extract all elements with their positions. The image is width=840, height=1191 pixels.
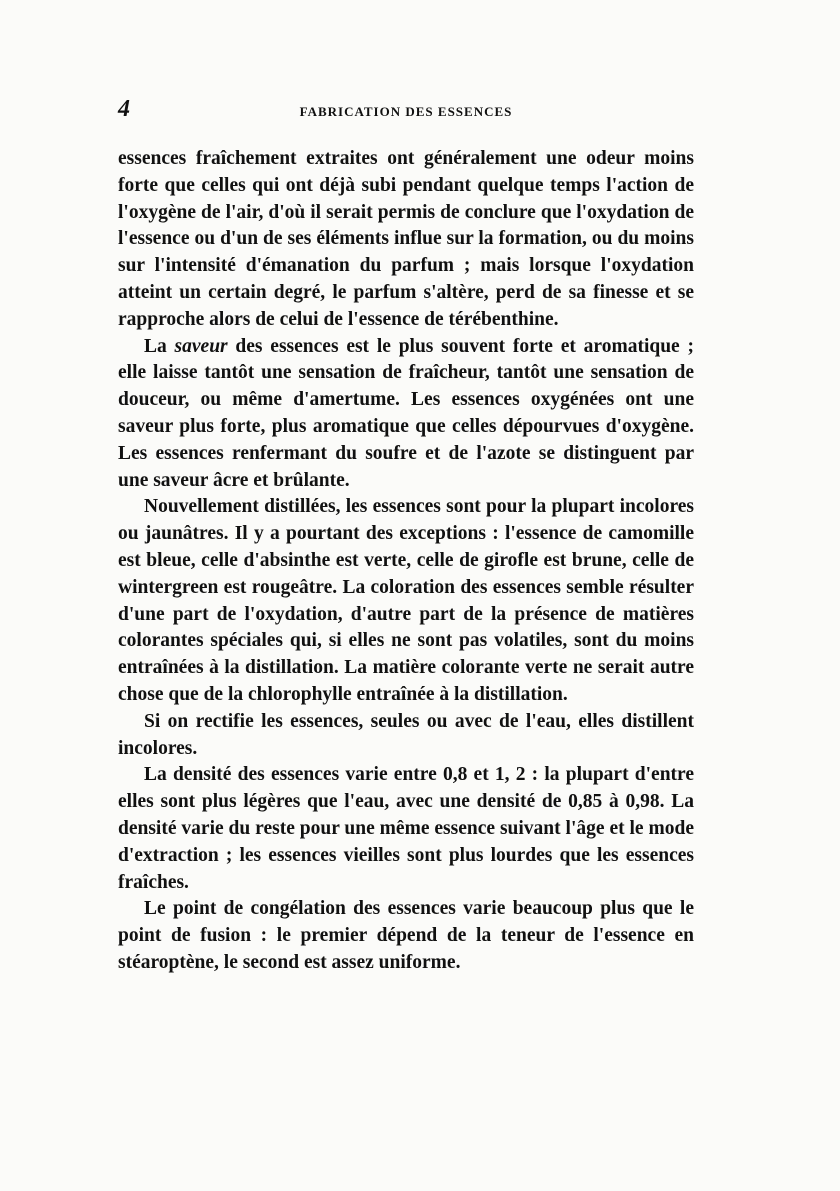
page-header: [118, 96, 694, 126]
paragraph-saveur: [118, 334, 694, 495]
body-text: [118, 146, 694, 977]
paragraph-continuation: essences fraîchement extraites ont généralement une odeur moins forte que celles qui ont déjà subi pendant quelque temps l'action de l'oxygène de l'air, d'où il serait permis de conclure que l'oxydation de l'essence ou d'un de ses éléments influe sur la formation, ou du moins sur l'intensité d'émanation du parfum ; mais lorsque l'oxydation atteint un certain degré, le parfum s'altère, perd de sa finesse et se rapproche alors de celui de l'essence de térébenthine.: [118, 148, 694, 330]
paragraph-coloration: Nouvellement distillées, les essences sont pour la plupart incolores ou jaunâtres. Il y a pourtant des exceptions : l'essence de camomille est bleue, celle d'absinthe est verte, celle de girofle est brune, celle de wintergreen est rougeâtre. La coloration des essences semble résulter d'une part de l'oxydation, d'autre part de la présence de matières colorantes spéciales qui, si elles ne sont pas volatiles, sont du moins entraînées à la distillation. La matière colorante verte ne serait autre chose que de la chlorophylle entraînée à la distillation.: [118, 496, 694, 705]
running-title: FABRICATION DES ESSENCES: [299, 104, 513, 119]
paragraph-rectification: Si on rectifie les essences, seules ou avec de l'eau, elles distillent incolores.: [118, 710, 694, 759]
paragraph-lead: La: [144, 335, 175, 357]
paragraph-densite: La densité des essences varie entre 0,8 et 1, 2 : la plupart d'entre elles sont plus légères que l'eau, avec une densité de 0,85 à 0,98. La densité varie du reste pour une même essence suivant l'âge et le mode d'extraction ; les essences vieilles sont plus lourdes que les essences fraîches.: [118, 764, 694, 893]
paragraph-text: des essences est le plus souvent forte et aromatique ; elle laisse tantôt une sensation de fraîcheur, tantôt une sensation de douceur, ou même d'amertume. Les essences oxygénées ont une saveur plus forte, plus aromatique que celles dépourvues d'oxygène. Les essences renfermant du soufre et de l'azote se distinguent par une saveur âcre et brûlante.: [118, 335, 694, 491]
page-number: 4: [118, 96, 130, 122]
emphasis-saveur: saveur: [174, 335, 228, 357]
paragraph-congelation: Le point de congélation des essences varie beaucoup plus que le point de fusion : le premier dépend de la teneur de l'essence en stéaroptène, le second est assez uniforme.: [118, 898, 694, 973]
